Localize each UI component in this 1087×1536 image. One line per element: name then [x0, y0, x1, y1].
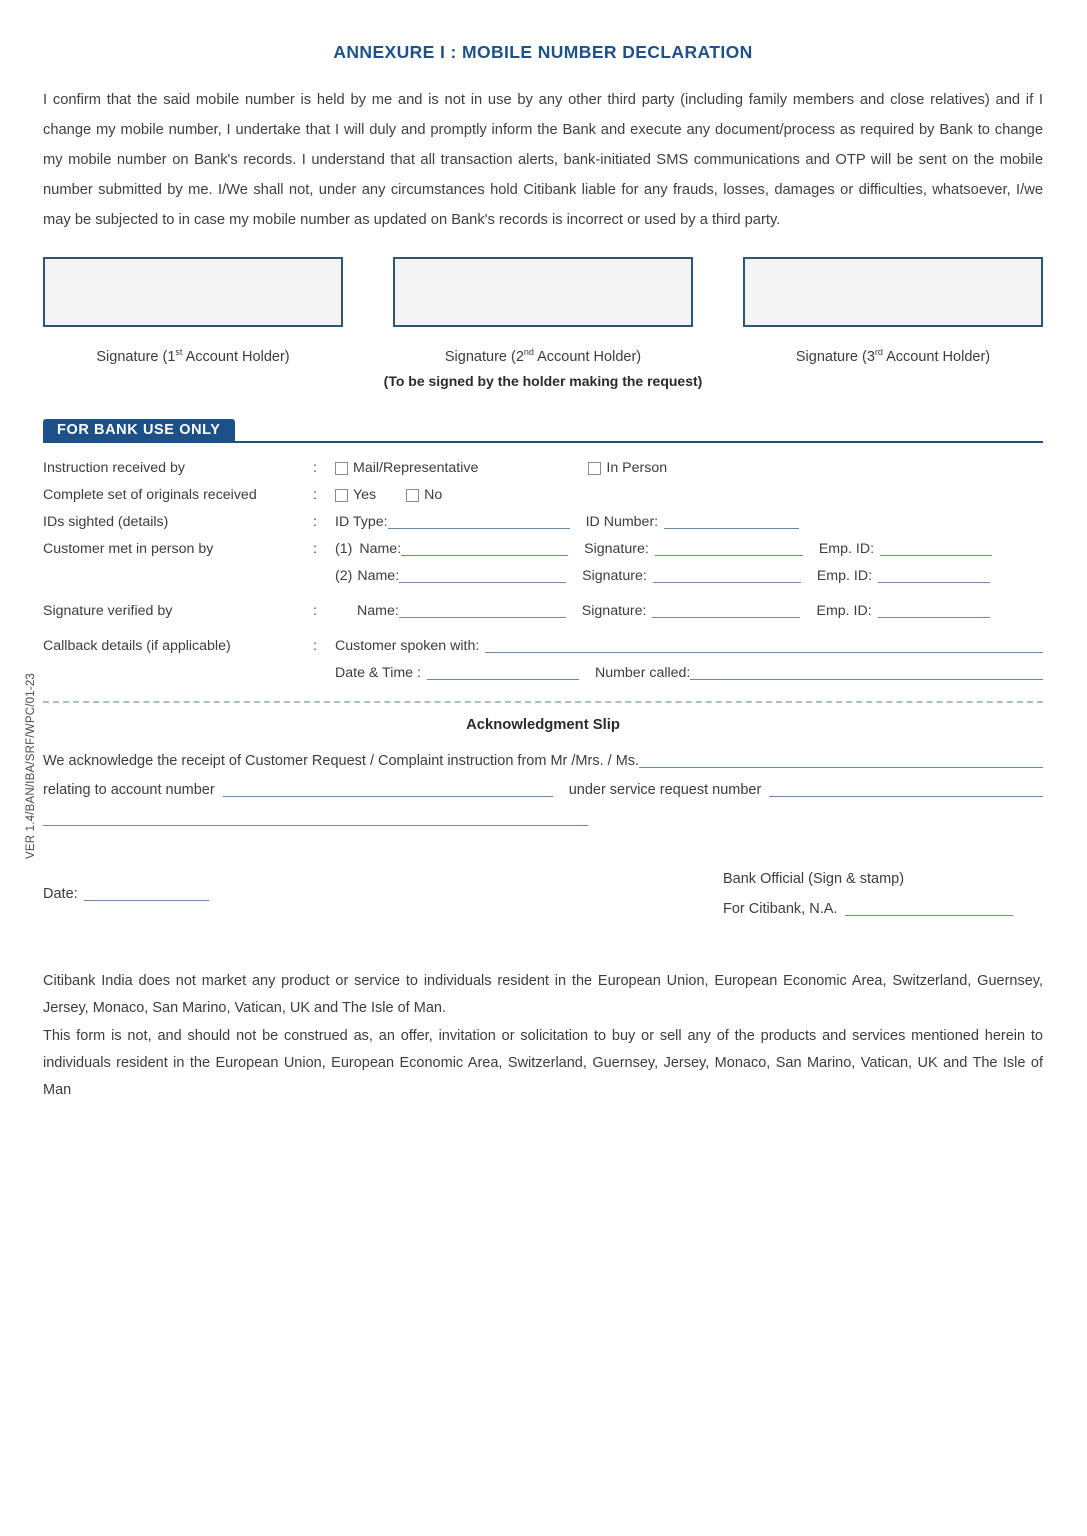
label-id-number: ID Number: [585, 514, 659, 531]
bank-use-body [43, 455, 1043, 687]
row-signature-verified [43, 598, 1043, 625]
for-citibank-row [723, 894, 1043, 924]
colon-ids-sighted: : [313, 514, 317, 531]
label-originals-received: Complete set of originals received [43, 487, 257, 504]
input-customer-spoken-with[interactable] [485, 639, 1043, 653]
signature-caption-2 [393, 347, 693, 365]
label-date-time: Date & Time : [335, 665, 421, 682]
label-in-person: In Person [606, 460, 668, 477]
disclaimer-block [43, 968, 1043, 1104]
bank-use-header [43, 419, 1043, 443]
label-callback: Callback details (if applicable) [43, 638, 231, 655]
row-customer-met-1 [43, 536, 1043, 563]
input-account-number[interactable] [223, 783, 553, 797]
input-date-time[interactable] [427, 666, 579, 680]
signature-caption-3-ordinal: rd [874, 347, 883, 357]
signature-box-2[interactable] [393, 257, 693, 327]
label-customer-spoken-with: Customer spoken with: [335, 638, 480, 655]
row-callback-datetime [43, 660, 1043, 687]
acknowledgment-separator [43, 701, 1043, 703]
colon-customer-met: : [313, 541, 317, 558]
input-for-citibank-sign[interactable] [845, 902, 1013, 916]
row-originals-received [43, 482, 1043, 509]
input-signature-1[interactable] [655, 542, 803, 556]
signature-caption-3-suffix: Account Holder) [882, 348, 991, 365]
label-number-called: Number called: [594, 665, 691, 682]
fields-customer-met-2 [335, 568, 1043, 584]
acknowledgment-line-1 [43, 747, 1043, 776]
label-no: No [424, 487, 443, 504]
checkbox-option-no[interactable] [406, 487, 442, 503]
input-service-request-number[interactable] [769, 783, 1043, 797]
label-for-citibank: For Citibank, N.A. [723, 900, 838, 917]
label-emp-id-2: Emp. ID: [816, 568, 873, 585]
label-relating-to-account: relating to account number [43, 782, 215, 799]
document-content [43, 0, 1043, 1104]
input-emp-id-2[interactable] [878, 569, 990, 583]
input-number-called[interactable] [690, 666, 1043, 680]
input-emp-id-1[interactable] [880, 542, 992, 556]
fields-signature-verified [335, 603, 1043, 619]
bank-official-block [723, 864, 1043, 924]
signature-caption-3-prefix: Signature (3 [795, 348, 875, 365]
acknowledgment-line-2 [43, 776, 1043, 805]
label-customer-met: Customer met in person by [43, 541, 214, 558]
label-bank-official: Bank Official (Sign & stamp) [723, 870, 905, 887]
input-id-number[interactable] [664, 515, 799, 529]
signature-caption-2-suffix: Account Holder) [533, 348, 642, 365]
colon-originals: : [313, 487, 317, 504]
label-mail-representative: Mail/Representative [353, 460, 479, 477]
signature-cell-3 [743, 257, 1043, 365]
checkbox-icon-no[interactable] [406, 489, 419, 502]
input-emp-id-verified[interactable] [878, 604, 990, 618]
signature-caption-1-prefix: Signature (1 [96, 348, 176, 365]
label-signature-2: Signature: [582, 568, 647, 585]
signature-caption-1 [43, 347, 343, 365]
checkbox-option-mail-representative[interactable] [335, 460, 478, 476]
signature-cell-1 [43, 257, 343, 365]
fields-callback [335, 638, 1043, 654]
label-acknowledge-receipt: We acknowledge the receipt of Customer Request / Complaint instruction from Mr /Mrs. / Ms. [43, 753, 640, 770]
disclaimer-paragraph-2: This form is not, and should not be construed as, an offer, invitation or solicitation to buy or sell any of the products and services mentioned herein to individuals resident in the European Union, European Economic Area, Switzerland, Guernsey, Jersey, Monaco, San Marino, Vatican, UK and The Isle of Man [43, 1027, 1043, 1098]
label-ids-sighted: IDs sighted (details) [43, 514, 169, 531]
label-yes: Yes [353, 487, 377, 504]
fields-originals [335, 487, 1043, 503]
input-acknowledgment-continuation[interactable] [43, 812, 588, 826]
input-signature-2[interactable] [653, 569, 801, 583]
label-emp-id-verified: Emp. ID: [816, 603, 872, 620]
row-customer-met-2 [43, 563, 1043, 590]
checkbox-icon-yes[interactable] [335, 489, 348, 502]
fields-instruction [335, 460, 1043, 476]
disclaimer-paragraph-1: Citibank India does not market any product or service to individuals resident in the European Union, European Economic Area, Switzerland, Guernsey, Jersey, Monaco, San Marino, Vatican, UK and The Isle of Man. [43, 972, 1043, 1016]
checkbox-icon-in-person[interactable] [588, 462, 601, 475]
index-customer-met-1: (1) [335, 541, 353, 558]
label-service-request-number: under service request number [568, 782, 762, 799]
signature-caption-2-prefix: Signature (2 [444, 348, 524, 365]
row-ids-sighted [43, 509, 1043, 536]
label-emp-id-1: Emp. ID: [818, 541, 875, 558]
input-name-1[interactable] [401, 542, 568, 556]
signature-caption-3 [743, 347, 1043, 365]
signature-box-1[interactable] [43, 257, 343, 327]
acknowledgment-date-block [43, 864, 723, 924]
label-signature-1: Signature: [584, 541, 649, 558]
signature-boxes-row [43, 257, 1043, 365]
label-signature-verified: Signature verified by [43, 603, 173, 620]
row-instruction-received-by [43, 455, 1043, 482]
signature-box-3[interactable] [743, 257, 1043, 327]
label-date: Date: [43, 885, 78, 902]
fields-ids-sighted [335, 514, 1043, 530]
checkbox-option-yes[interactable] [335, 487, 376, 503]
acknowledgment-footer [43, 864, 1043, 924]
input-customer-name[interactable] [639, 754, 1043, 768]
input-name-2[interactable] [399, 569, 566, 583]
label-signature-verified-field: Signature: [581, 603, 647, 620]
colon-signature-verified: : [313, 603, 317, 620]
checkbox-icon-mail-representative[interactable] [335, 462, 348, 475]
signature-caption-1-suffix: Account Holder) [182, 348, 290, 365]
colon-instruction: : [313, 460, 317, 477]
version-code: VER 1.4/BAN/IBA/SRF/WPC/01-23 [25, 672, 37, 860]
signature-cell-2 [393, 257, 693, 365]
signature-note: (To be signed by the holder making the request) [383, 372, 703, 389]
signature-caption-2-ordinal: nd [523, 347, 534, 357]
fields-callback-datetime [335, 665, 1043, 681]
signature-caption-1-ordinal: st [175, 347, 183, 357]
label-name-1: Name: [359, 541, 402, 558]
fields-customer-met-1 [335, 541, 1043, 557]
acknowledgment-title: Acknowledgment Slip [466, 716, 620, 733]
index-customer-met-2: (2) [335, 568, 353, 585]
label-name-verified: Name: [357, 603, 399, 620]
acknowledgment-body [43, 747, 1043, 834]
row-callback [43, 633, 1043, 660]
input-name-verified[interactable] [399, 604, 566, 618]
acknowledgment-line-3 [43, 805, 1043, 834]
colon-callback: : [313, 638, 317, 655]
label-instruction-received-by: Instruction received by [43, 460, 185, 477]
input-date[interactable] [84, 887, 209, 901]
page-title: ANNEXURE I : MOBILE NUMBER DECLARATION [333, 42, 753, 62]
label-name-2: Name: [357, 568, 400, 585]
input-id-type[interactable] [388, 515, 570, 529]
bank-use-tab-label: FOR BANK USE ONLY [43, 419, 235, 442]
checkbox-option-in-person[interactable] [588, 460, 667, 476]
label-id-type: ID Type: [335, 514, 388, 531]
declaration-paragraph: I confirm that the said mobile number is held by me and is not in use by any other third party (including family members and close relatives) and if I change my mobile number, I undertake that I will duly and promptly inform the Bank and execute any document/process as required by Bank to change my mobile number on Bank's records. I understand that all transaction alerts, bank-initiated SMS communications and OTP will be sent on the mobile number submitted by me. I/We shall not, under any circumstances hold Citibank liable for any frauds, losses, damages or difficulties, whatsoever, I/we may be subjected to in case my mobile number as updated on Bank's records is incorrect or used by a third party. [43, 92, 1043, 228]
input-signature-verified[interactable] [652, 604, 800, 618]
